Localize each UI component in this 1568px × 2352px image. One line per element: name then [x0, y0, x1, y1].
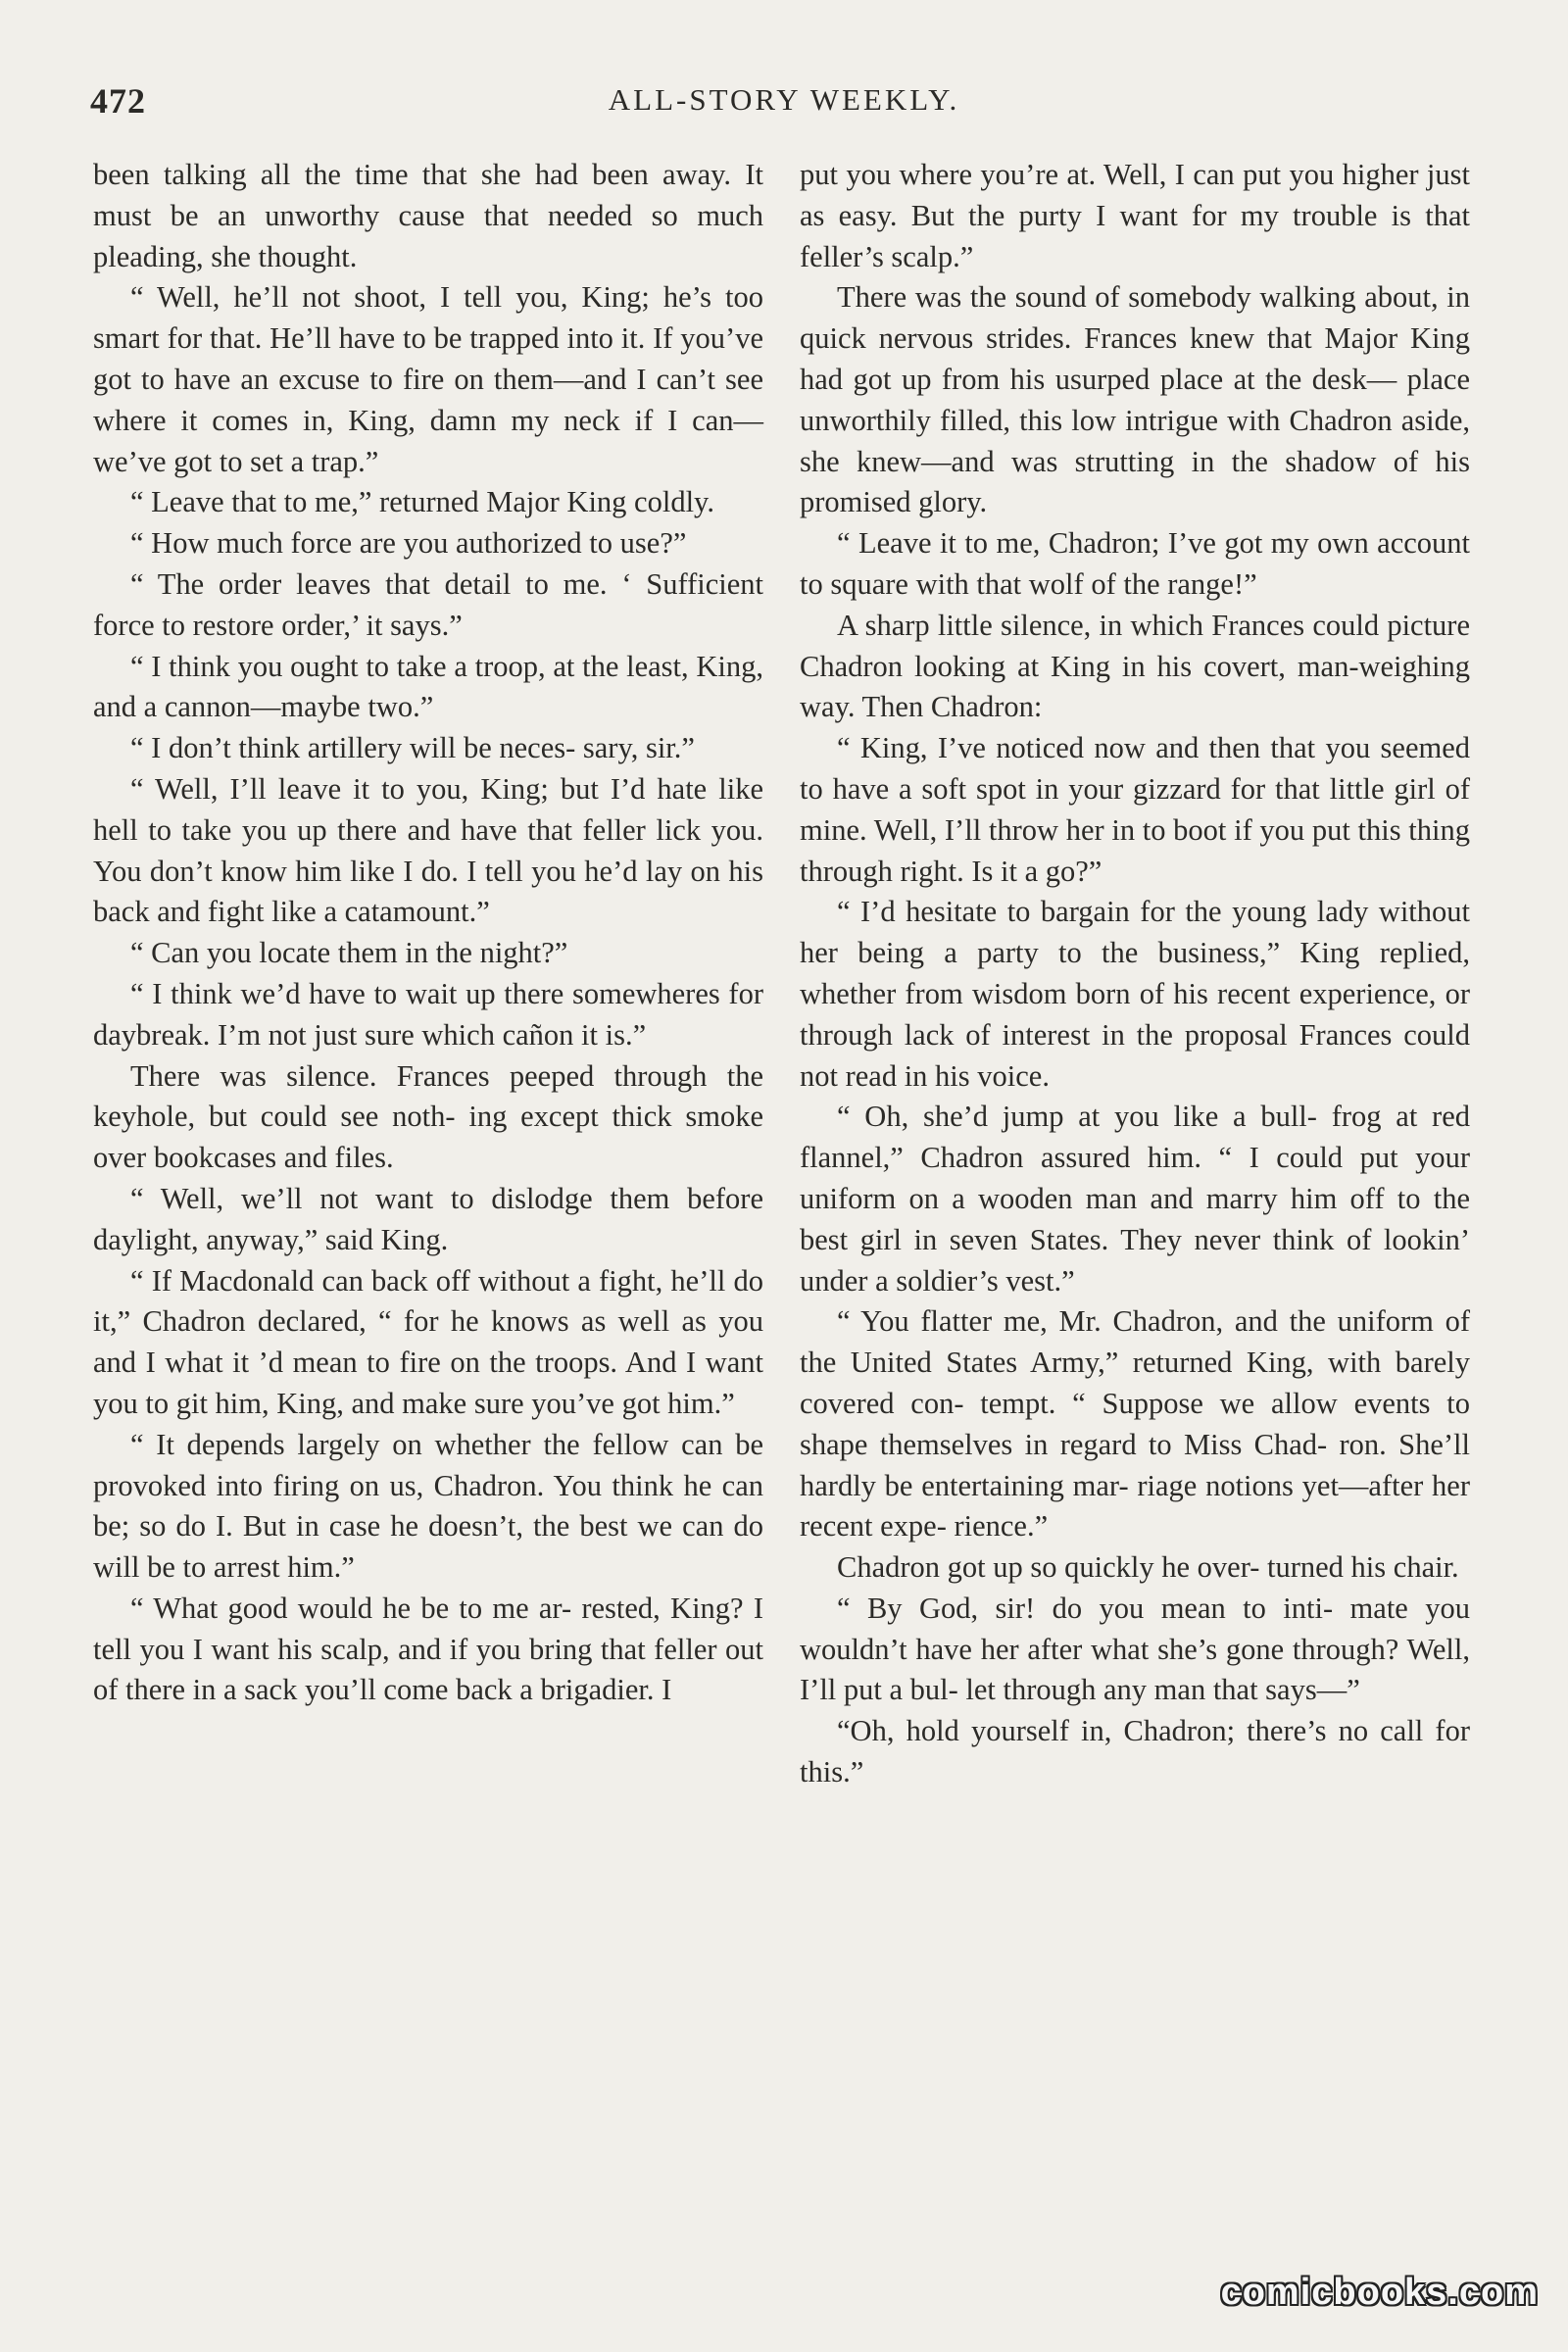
paragraph: “ I think you ought to take a troop, at the least, King, and a cannon—maybe two.”: [93, 649, 763, 724]
page-number: 472: [90, 81, 146, 121]
paragraph: “ By God, sir! do you mean to inti- mate you wouldn’t have her after what she’s gone through? Well, I’ll put a bul- let through any man that says—”: [800, 1591, 1470, 1707]
paragraph: “ Oh, she’d jump at you like a bull- frog at red flannel,” Chadron assured him. “ I could put your uniform on a wooden man and marry him off to the best girl in seven States. They never think of lookin’ under a soldier’s vest.”: [800, 1100, 1470, 1298]
paragraph: A sharp little silence, in which Frances could picture Chadron looking at King in his covert, man-weighing way. Then Chadron:: [800, 608, 1470, 724]
paragraph: “ The order leaves that detail to me. ‘ Sufficient force to restore order,’ it says.”: [93, 566, 763, 642]
paragraph: “ I think we’d have to wait up there somewheres for daybreak. I’m not just sure which cañon it is.”: [93, 976, 763, 1052]
paragraph: “ If Macdonald can back off without a fight, he’ll do it,” Chadron declared, “ for he knows as well as you and I what it ’d mean to fire on the troops. And I want you to git him, King, and make sure you’ve got him.”: [93, 1263, 763, 1420]
running-head: ALL-STORY WEEKLY.: [608, 82, 960, 117]
paragraph: There was silence. Frances peeped through the keyhole, but could see noth- ing except thick smoke over bookcases and files.: [93, 1058, 763, 1175]
paragraph: put you where you’re at. Well, I can put you higher just as easy. But the purty I want for my trouble is that feller’s scalp.”: [800, 158, 1470, 273]
right-column: [800, 155, 1470, 1793]
paragraph: “ I’d hesitate to bargain for the young lady without her being a party to the business,” King replied, whether from wisdom born of his recent experience, or through lack of interest in the proposal Frances could not read in his voice.: [800, 895, 1470, 1093]
paragraph: been talking all the time that she had been away. It must be an unworthy cause that needed so much pleading, she thought.: [93, 158, 763, 273]
paragraph: “ How much force are you authorized to use?”: [130, 526, 687, 561]
paragraph: “ Well, I’ll leave it to you, King; but I’d hate like hell to take you up there and have that feller lick you. You don’t know him like I do. I tell you he’d lay on his back and fight like a catamount.”: [93, 771, 763, 929]
watermark: comicbooks.com: [1220, 2272, 1539, 2313]
paragraph: “ What good would he be to me ar- rested, King? I tell you I want his scalp, and if you bring that feller out of there in a sack you’ll come back a brigadier. I: [93, 1591, 763, 1707]
paragraph: Chadron got up so quickly he over- turned his chair.: [837, 1550, 1459, 1585]
left-column: [93, 155, 763, 1711]
paragraph: “ I don’t think artillery will be neces- sary, sir.”: [130, 731, 695, 765]
paragraph: “Oh, hold yourself in, Chadron; there’s no call for this.”: [800, 1714, 1470, 1789]
paragraph: There was the sound of somebody walking about, in quick nervous strides. Frances knew that Major King had got up from his usurped place at the desk— place unworthily filled, this low intrigue with Chadron aside, she knew—and was strutting in the shadow of his promised glory.: [800, 280, 1470, 519]
paragraph: “ Well, we’ll not want to dislodge them before daylight, anyway,” said King.: [93, 1181, 763, 1256]
paragraph: “ King, I’ve noticed now and then that you seemed to have a soft spot in your gizzard for that little girl of mine. Well, I’ll throw her in to boot if you put this thing through right. Is it a go?”: [800, 731, 1470, 888]
page-header: [0, 80, 1568, 129]
paragraph: “ Can you locate them in the night?”: [130, 936, 568, 970]
paragraph: “ Well, he’ll not shoot, I tell you, King; he’s too smart for that. He’ll have to be trapped into it. If you’ve got to have an excuse to fire on them—and I can’t see where it comes in, King, damn my neck if I can—we’ve got to set a trap.”: [93, 280, 763, 478]
paragraph: “ You flatter me, Mr. Chadron, and the uniform of the United States Army,” returned King, with barely covered con- tempt. “ Suppose we allow events to shape themselves in regard to Miss Chad- ron. She’ll hardly be entertaining mar- riage notions yet—after her recent expe- rience.”: [800, 1304, 1470, 1544]
paragraph: “ It depends largely on whether the fellow can be provoked into firing on us, Chadron. You think he can be; so do I. But in case he doesn’t, the best we can do will be to arrest him.”: [93, 1427, 763, 1585]
paragraph: “ Leave it to me, Chadron; I’ve got my own account to square with that wolf of the range!”: [800, 526, 1470, 601]
paragraph: “ Leave that to me,” returned Major King coldly.: [130, 485, 714, 519]
